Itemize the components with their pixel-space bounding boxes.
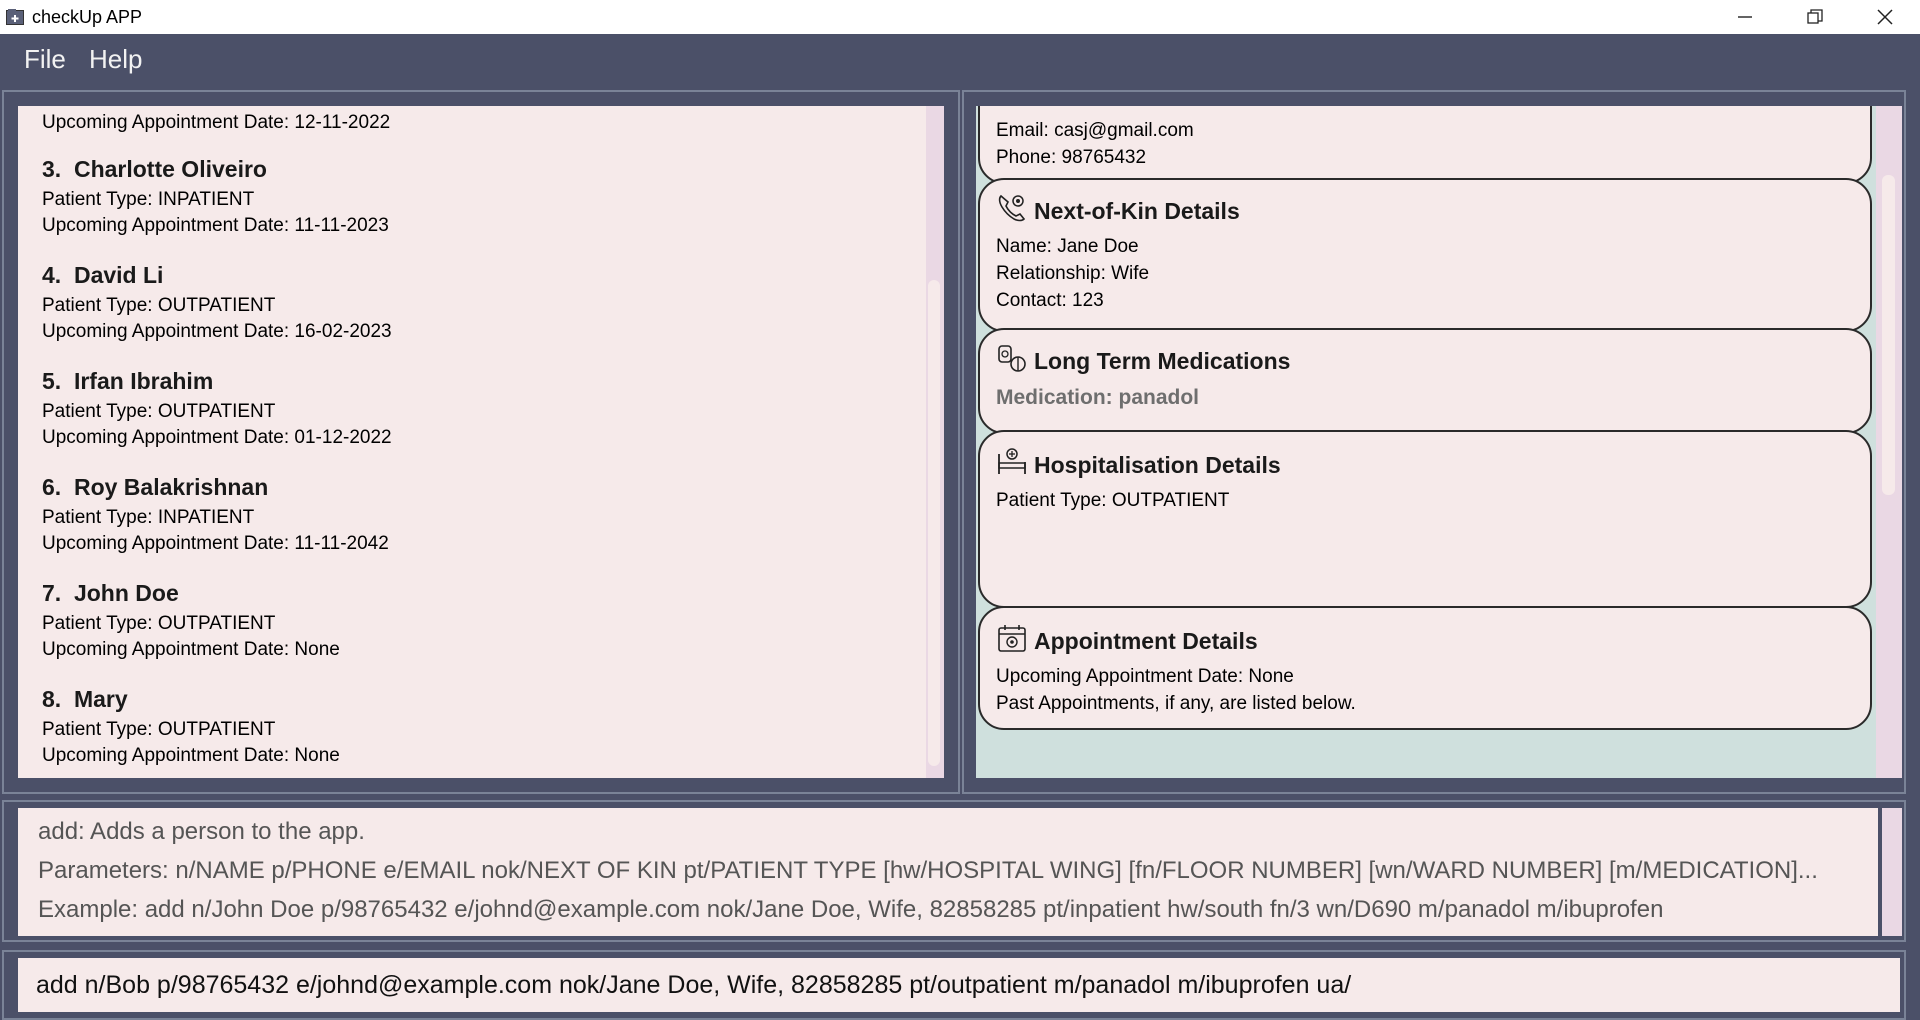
nok-relationship: Relationship: Wife	[996, 263, 1150, 284]
restore-button[interactable]	[1780, 0, 1850, 34]
patient-type: Patient Type: OUTPATIENT	[42, 401, 276, 422]
appointment-past-note: Past Appointments, if any, are listed below.	[996, 693, 1356, 714]
result-line-2: Parameters: n/NAME p/PHONE e/EMAIL nok/NEXT OF KIN pt/PATIENT TYPE [hw/HOSPITAL WING] [fn/FLOOR NUMBER] [wn/WARD NUMBER] [m/MEDICATION]...	[38, 857, 1818, 884]
patient-index: 7.	[42, 580, 62, 606]
patient-name	[42, 580, 340, 607]
command-input[interactable]	[18, 958, 1900, 1012]
minimize-button[interactable]	[1710, 0, 1780, 34]
patient-appointment: Upcoming Appointment Date: 01-12-2022	[42, 427, 392, 448]
app-icon	[6, 9, 24, 25]
contact-email: Email: casj@gmail.com	[996, 120, 1194, 141]
patient-name-text: John Doe	[73, 580, 179, 606]
minimize-icon	[1737, 9, 1753, 25]
patient-name	[42, 368, 392, 395]
result-line-3: Example: add n/John Doe p/98765432 e/johnd@example.com nok/Jane Doe, Wife, 82858285 pt/inpatient hw/south fn/3 wn/D690 m/panadol m/ibuprofen	[38, 896, 1664, 923]
detail-scroll-thumb[interactable]	[1882, 175, 1895, 495]
nok-card	[978, 178, 1872, 332]
list-item[interactable]	[42, 368, 392, 451]
close-button[interactable]	[1850, 0, 1920, 34]
patient-name	[42, 262, 392, 289]
medication-value: Medication: panadol	[996, 386, 1200, 409]
list-item[interactable]	[42, 262, 392, 345]
patient-list-scroll-thumb[interactable]	[928, 280, 940, 766]
patient-list	[18, 106, 944, 778]
phone-icon	[996, 192, 1028, 224]
patient-name-text: Mary	[73, 686, 128, 712]
contact-card	[978, 106, 1872, 184]
patient-type: Patient Type: INPATIENT	[42, 189, 255, 210]
patient-appointment: Upcoming Appointment Date: 16-02-2023	[42, 321, 392, 342]
patient-appointment: Upcoming Appointment Date: 12-11-2022	[42, 112, 391, 133]
patient-appointment: Upcoming Appointment Date: 11-11-2023	[42, 215, 389, 236]
contact-phone: Phone: 98765432	[996, 147, 1147, 168]
patient-name-text: Charlotte Oliveiro	[73, 156, 267, 182]
nok-contact: Contact: 123	[996, 290, 1104, 311]
patient-appointment: Upcoming Appointment Date: 11-11-2042	[42, 533, 389, 554]
pills-icon	[996, 342, 1028, 374]
hospitalisation-card	[978, 430, 1872, 608]
patient-name	[42, 686, 340, 713]
hospital-bed-icon	[996, 446, 1028, 478]
close-icon	[1876, 8, 1894, 26]
result-line-1: add: Adds a person to the app.	[38, 818, 365, 845]
menu-bar	[0, 34, 1920, 86]
menu-file[interactable]: File	[24, 44, 66, 74]
title-bar	[0, 0, 1920, 34]
calendar-icon	[996, 622, 1028, 654]
patient-name-text: Irfan Ibrahim	[73, 368, 214, 394]
nok-title: Next-of-Kin Details	[1034, 198, 1240, 224]
list-item[interactable]	[42, 156, 389, 239]
hospitalisation-type: Patient Type: OUTPATIENT	[996, 490, 1230, 511]
patient-type: Patient Type: OUTPATIENT	[42, 613, 276, 634]
medications-title: Long Term Medications	[1034, 348, 1291, 374]
patient-name-text: Roy Balakrishnan	[73, 474, 269, 500]
list-item[interactable]	[42, 686, 340, 769]
appointment-upcoming: Upcoming Appointment Date: None	[996, 666, 1294, 687]
nok-name: Name: Jane Doe	[996, 236, 1139, 257]
patient-index: 8.	[42, 686, 62, 712]
result-scrollbar[interactable]	[1882, 808, 1902, 936]
patient-name	[42, 156, 389, 183]
patient-appointment: Upcoming Appointment Date: None	[42, 745, 340, 766]
patient-type: Patient Type: OUTPATIENT	[42, 719, 276, 740]
patient-name-text: David Li	[73, 262, 164, 288]
list-item[interactable]	[42, 580, 340, 663]
menu-help[interactable]: Help	[89, 44, 143, 74]
patient-type: Patient Type: INPATIENT	[42, 507, 255, 528]
restore-icon	[1807, 9, 1823, 25]
appointment-card	[978, 606, 1872, 730]
patient-appointment: Upcoming Appointment Date: None	[42, 639, 340, 660]
result-display	[18, 808, 1878, 936]
patient-index: 6.	[42, 474, 62, 500]
appointment-title: Appointment Details	[1034, 628, 1258, 654]
medications-card	[978, 328, 1872, 434]
patient-index: 4.	[42, 262, 62, 288]
patient-index: 5.	[42, 368, 62, 394]
list-item[interactable]	[42, 474, 389, 557]
window-title: checkUp APP	[32, 7, 143, 27]
patient-type: Patient Type: OUTPATIENT	[42, 295, 276, 316]
patient-name	[42, 474, 389, 501]
hospitalisation-title: Hospitalisation Details	[1034, 452, 1281, 478]
list-item[interactable]	[42, 110, 390, 136]
patient-index: 3.	[42, 156, 62, 182]
patient-detail	[976, 106, 1876, 778]
